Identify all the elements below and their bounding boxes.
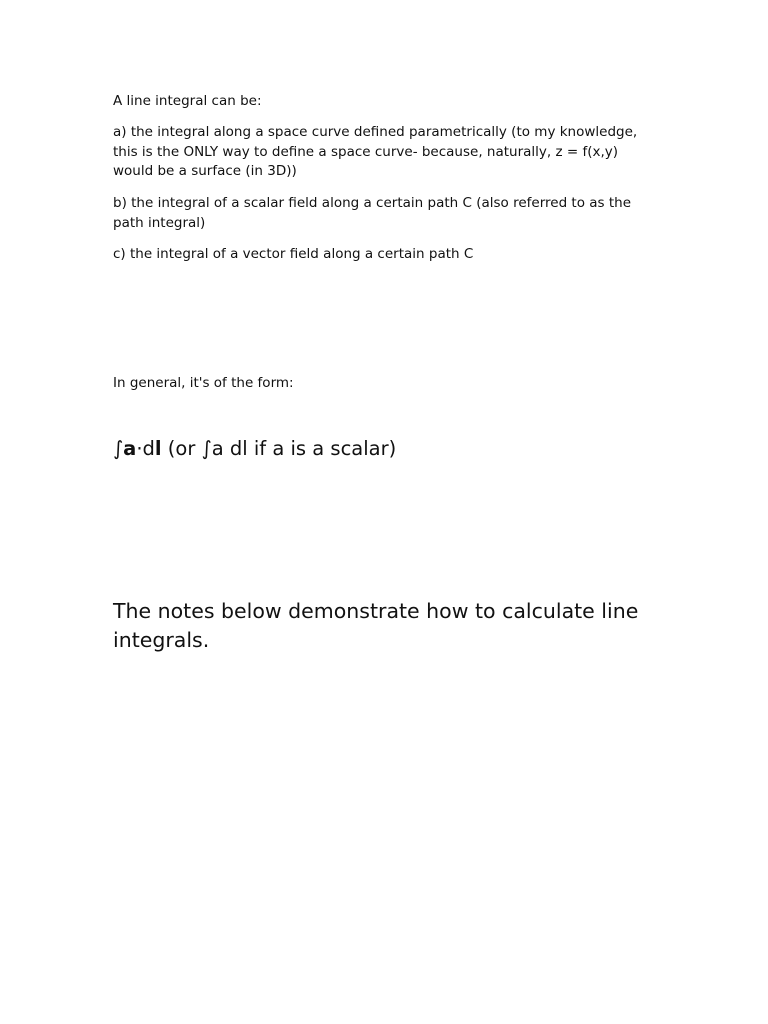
intro-text: A line integral can be: xyxy=(113,93,262,109)
notes-heading: The notes below demonstrate how to calculate line integrals. xyxy=(113,599,639,652)
vector-l: l xyxy=(154,437,162,460)
integral-sign: ∫ xyxy=(113,437,124,460)
general-form-text: In general, it's of the form: xyxy=(113,375,294,391)
list-item-c: c) the integral of a vector field along a certain path C xyxy=(113,246,474,262)
vector-a: a xyxy=(123,437,137,460)
list-item-a: a) the integral along a space curve defined parametrically (to my knowledge, this is the ONLY way to define a space curve- because, naturally, z = f(x,y) would be a surface (in 3D)) xyxy=(113,124,638,179)
formula-scalar-note: (or ∫a dl if a is a scalar) xyxy=(161,437,397,460)
line-integral-formula xyxy=(113,436,658,462)
list-item-b: b) the integral of a scalar field along a certain path C (also referred to as the path integral) xyxy=(113,195,632,231)
dot-d: ·d xyxy=(136,437,155,460)
